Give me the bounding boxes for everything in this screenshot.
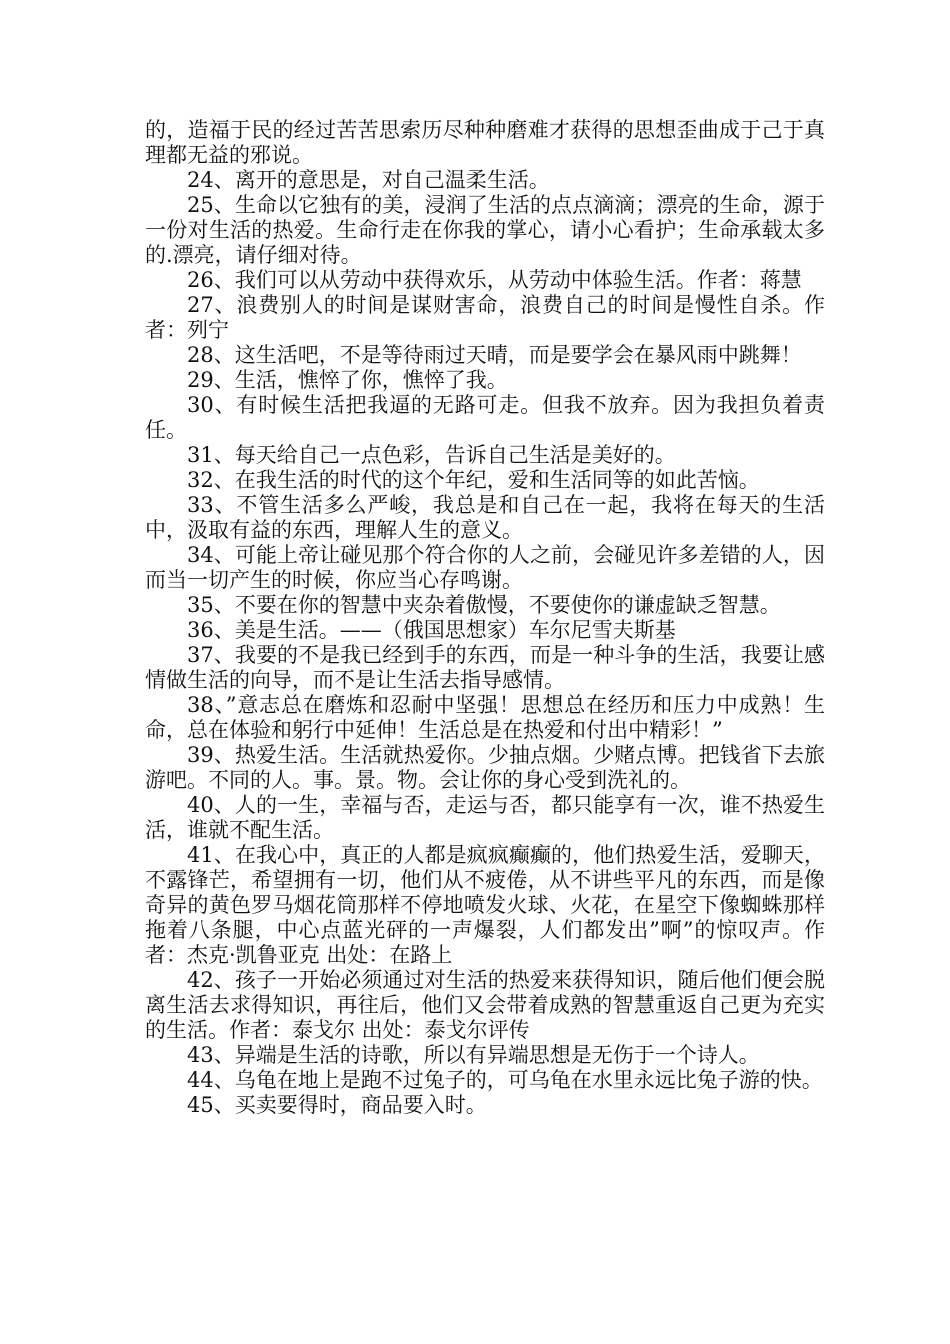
quote-42: 42、孩子一开始必须通过对生活的热爱来获得知识，随后他们便会脱离生活去求得知识，再往后，他们又会带着成熟的智慧重返自己更为充实的生活。作者：泰戈尔 出处：泰戈尔评传 (145, 968, 825, 1042)
quote-29: 29、生活，憔悴了你，憔悴了我。 (187, 368, 508, 392)
quote-38: 38、”意志总在磨炼和忍耐中坚强！思想总在经历和压力中成熟！生命，总在体验和躬行中延伸！生活总是在热爱和付出中精彩！” (145, 693, 825, 742)
quote-30: 30、有时候生活把我逼的无路可走。但我不放弃。因为我担负着责任。 (145, 393, 825, 442)
quote-44: 44、乌龟在地上是跑不过兔子的，可乌龟在水里永远比兔子游的快。 (187, 1068, 823, 1092)
quote-35: 35、不要在你的智慧中夹杂着傲慢，不要使你的谦虚缺乏智慧。 (187, 593, 781, 617)
quote-43: 43、异端是生活的诗歌，所以有异端思想是无伤于一个诗人。 (187, 1043, 760, 1067)
quote-39: 39、热爱生活。生活就热爱你。少抽点烟。少赌点博。把钱省下去旅游吧。不同的人。事。景。物。会让你的身心受到洗礼的。 (145, 743, 825, 792)
paragraph-continuation: 的，造福于民的经过苦苦思索历尽种种磨难才获得的思想歪曲成于己于真理都无益的邪说。 (145, 118, 825, 167)
quote-41: 41、在我心中，真正的人都是疯疯癫癫的，他们热爱生活，爱聊天，不露锋芒，希望拥有一切，他们从不疲倦，从不讲些平凡的东西，而是像奇异的黄色罗马烟花筒那样不停地喷发火球、火花，在星空下像蜘蛛那样拖着八条腿，中心点蓝光砰的一声爆裂，人们都发出”啊”的惊叹声。作者：杰克·凯鲁亚克 出处：在路上 (145, 843, 825, 967)
quote-36: 36、美是生活。——（俄国思想家）车尔尼雪夫斯基 (187, 618, 676, 642)
quote-27: 27、浪费别人的时间是谋财害命，浪费自己的时间是慢性自杀。作者：列宁 (145, 293, 825, 342)
quote-40: 40、人的一生，幸福与否，走运与否，都只能享有一次，谁不热爱生活，谁就不配生活。 (145, 793, 825, 842)
document-page (145, 118, 825, 1118)
quote-32: 32、在我生活的时代的这个年纪，爱和生活同等的如此苦恼。 (187, 468, 760, 492)
quote-45: 45、买卖要得时，商品要入时。 (187, 1093, 487, 1117)
quote-33: 33、不管生活多么严峻，我总是和自己在一起，我将在每天的生活中，汲取有益的东西，理解人生的意义。 (145, 493, 825, 542)
quote-25: 25、生命以它独有的美，浸润了生活的点点滴滴；漂亮的生命，源于一份对生活的热爱。生命行走在你我的掌心，请小心看护；生命承载太多的.漂亮，请仔细对待。 (145, 193, 825, 267)
quote-34: 34、可能上帝让碰见那个符合你的人之前，会碰见许多差错的人，因而当一切产生的时候，你应当心存鸣谢。 (145, 543, 825, 592)
quote-37: 37、我要的不是我已经到手的东西，而是一种斗争的生活，我要让感情做生活的向导，而不是让生活去指导感情。 (145, 643, 825, 692)
quote-24: 24、离开的意思是，对自己温柔生活。 (187, 168, 550, 192)
quote-28: 28、这生活吧，不是等待雨过天晴，而是要学会在暴风雨中跳舞！ (187, 343, 802, 367)
quote-26: 26、我们可以从劳动中获得欢乐，从劳动中体验生活。作者：蒋慧 (187, 268, 802, 292)
quote-31: 31、每天给自己一点色彩，告诉自己生活是美好的。 (187, 443, 676, 467)
